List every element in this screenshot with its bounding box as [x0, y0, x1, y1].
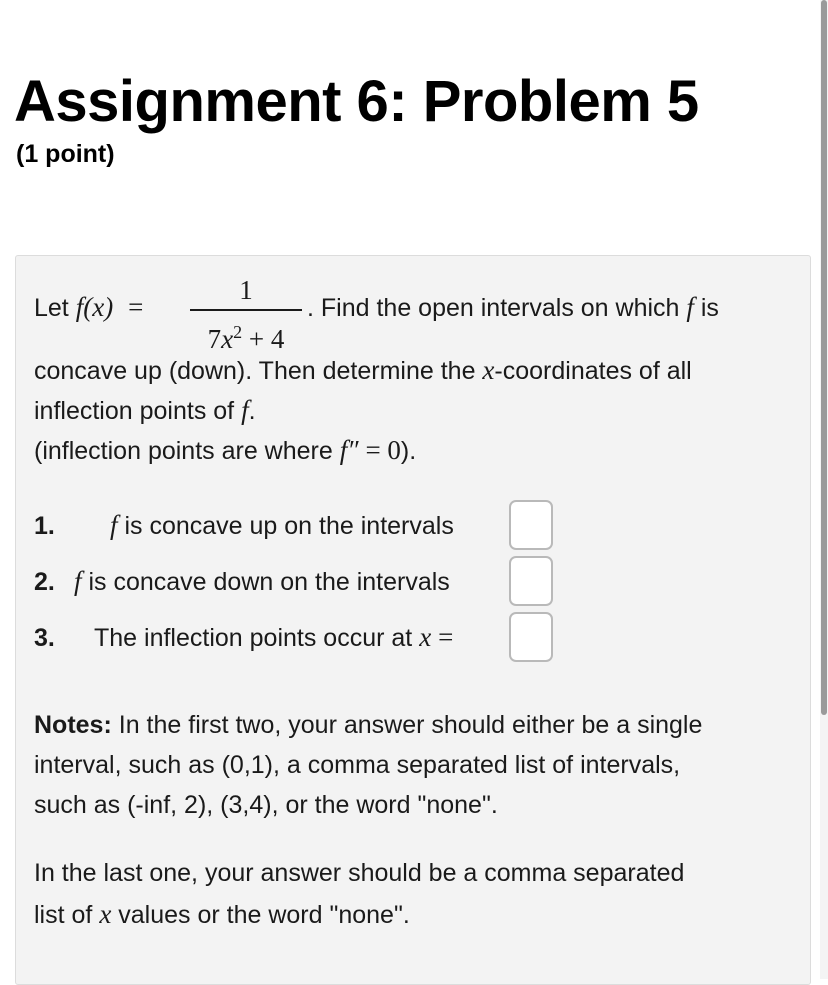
- scrollbar-thumb[interactable]: [821, 0, 827, 715]
- question-3-number: 3.: [34, 624, 55, 652]
- problem-line-3: inflection points of f.: [34, 395, 256, 425]
- function-fraction: [190, 273, 302, 354]
- equals-zero: = 0: [365, 435, 401, 465]
- question-2-label: f is concave down on the intervals: [74, 566, 450, 596]
- fraction-numerator: 1: [239, 275, 253, 305]
- problem-line-1: [34, 292, 143, 323]
- answer-input-inflection-points[interactable]: [509, 612, 553, 662]
- f-of-x: f(x): [75, 292, 114, 322]
- notes-heading: Notes:: [34, 711, 112, 739]
- problem-line-1-end: . Find the open intervals on which f is: [307, 292, 719, 322]
- notes-line-3: such as (-inf, 2), (3,4), or the word "none".: [34, 791, 498, 819]
- question-3-label: The inflection points occur at x =: [94, 622, 454, 652]
- fraction-bar: [190, 309, 302, 311]
- equals-sign: =: [128, 292, 144, 322]
- notes-line-1: Notes: In the first two, your answer should either be a single: [34, 711, 703, 739]
- scrollbar[interactable]: [820, 0, 828, 979]
- notes-line-2: interval, such as (0,1), a comma separated list of intervals,: [34, 751, 681, 779]
- f-symbol: f: [686, 292, 694, 322]
- answer-input-concave-up[interactable]: [509, 500, 553, 550]
- x-symbol: x: [482, 355, 495, 385]
- problem-line-4: (inflection points are where f″ = 0).: [34, 435, 417, 465]
- question-1-label: f is concave up on the intervals: [110, 510, 454, 540]
- points-label: (1 point): [16, 140, 115, 168]
- problem-line-2: concave up (down). Then determine the x-coordinates of all: [34, 355, 692, 385]
- answer-input-concave-down[interactable]: [509, 556, 553, 606]
- f-symbol: f: [241, 395, 249, 425]
- page-title: Assignment 6: Problem 5: [14, 69, 699, 134]
- question-2-number: 2.: [34, 568, 55, 596]
- notes-line-5: list of x values or the word "none".: [34, 899, 410, 929]
- notes-line-4: In the last one, your answer should be a comma separated: [34, 859, 685, 887]
- fraction-denominator: $7x^2 + 4$: [207, 322, 285, 354]
- f-double-prime: f″: [339, 435, 359, 465]
- question-1-number: 1.: [34, 512, 55, 540]
- let-text: Let: [34, 294, 69, 322]
